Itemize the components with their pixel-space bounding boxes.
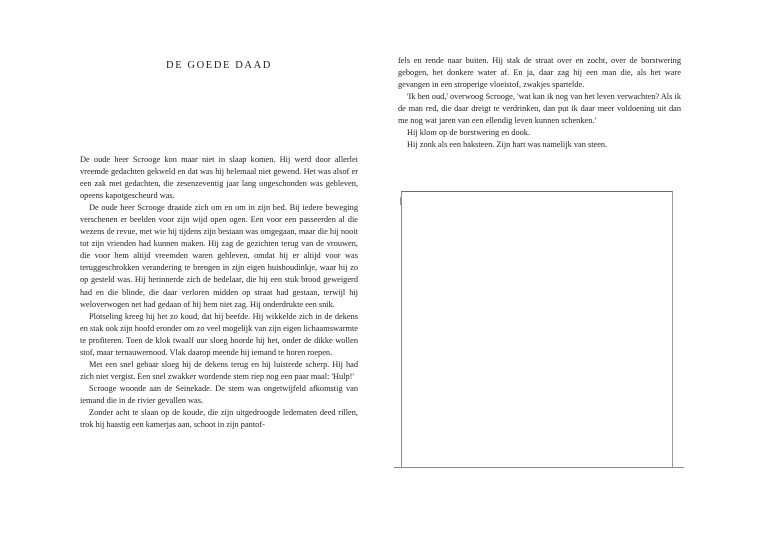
- paragraph: Met een snel gebaar sloeg hij de dekens terug en hij luisterde scherp. Hij had zich niet vergist. Een snel zwakker wordende stem riep nog een paar maal: 'Hulp!': [80, 359, 358, 381]
- paragraph: De oude heer Scrooge kon maar niet in slaap komen. Hij werd door allerlei vreemde gedachten gekweld en dat was hij helemaal niet gewend. Het was alsof er een zak met gedachten, die zesenzeventig jaar lang ongeschonden was gebleven, opeens kapotgescheurd was.: [80, 155, 358, 201]
- left-text-column: [80, 154, 358, 431]
- paragraph: 'Ik ben oud,' overwoog Scrooge, 'wat kan ik nog van het leven verwachten? Als ik de man red, die daar dreigt te verdrinken, dan put ik daar meer voldoening uit dan me nog wat jaren van een ellendig leven kunnen schenken.': [398, 92, 681, 126]
- paragraph: Scrooge woonde aan de Seinekade. De stem was ongetwijfeld afkomstig van iemand die in de rivier gevallen was.: [80, 383, 358, 405]
- frame-corner-mark: [672, 196, 673, 204]
- right-page: [384, 0, 768, 559]
- paragraph: De oude heer Scrooge draaide zich om en om in zijn bed. Bij iedere beweging verschenen er beelden voor zijn wijd open ogen. Een voor een passeerden al die wezens de revue, met wie hij tijdens zijn bestaan was omgegaan, maar die hij nooit tot zijn vrienden had kunnen maken. Hij zag de gezichten terug van de vrouwen, die voor hem altijd vreemden waren gebleven, omdat hij er altijd voor was teruggeschrokken verandering te brengen in zijn eigen huishoudinkje, waar hij zo op gesteld was. Hij herinnerde zich de bedelaar, die hij een stuk brood geweigerd had en die blinde, die daar verloren midden op straat had gestaan, terwijl hij weloverwogen net had gedaan of hij hem niet zag. Hij onderdrukte een snik.: [80, 203, 358, 309]
- right-text-column: [398, 55, 681, 151]
- paragraph: fels en rende naar buiten. Hij stak de straat over en zocht, over de borstwering gebogen, het donkere water af. En ja, daar zag hij een man die, als het ware gevangen in een stroperige vloeistof, zwakjes spartelde.: [398, 56, 681, 90]
- paragraph: Zonder acht te slaan op de koude, die zijn uitgedroogde ledematen deed rillen, trok hij haastig een kamerjas aan, schoot in zijn pantof-: [80, 407, 358, 430]
- illustration-frame: [401, 191, 673, 468]
- frame-bottom-rule: [394, 467, 684, 468]
- paragraph: Hij klom op de borstwering en dook.: [407, 128, 531, 138]
- frame-corner-mark: [400, 197, 401, 205]
- paragraph: Plotseling kreeg hij het zo koud, dat hij beefde. Hij wikkelde zich in de dekens en stak ook zijn hoofd eronder om zo veel mogelijk van zijn eigen lichaamswarmte te profiteren. Toen de klok twaalf uur sloeg hoorde hij het, onder de dikke wollen stof, maar ternauwernood. Vlak daarop meende hij iemand te horen roepen.: [80, 311, 358, 357]
- paragraph: Hij zonk als een baksteen. Zijn hart was namelijk van steen.: [407, 140, 608, 150]
- chapter-title: DE GOEDE DAAD: [166, 60, 272, 71]
